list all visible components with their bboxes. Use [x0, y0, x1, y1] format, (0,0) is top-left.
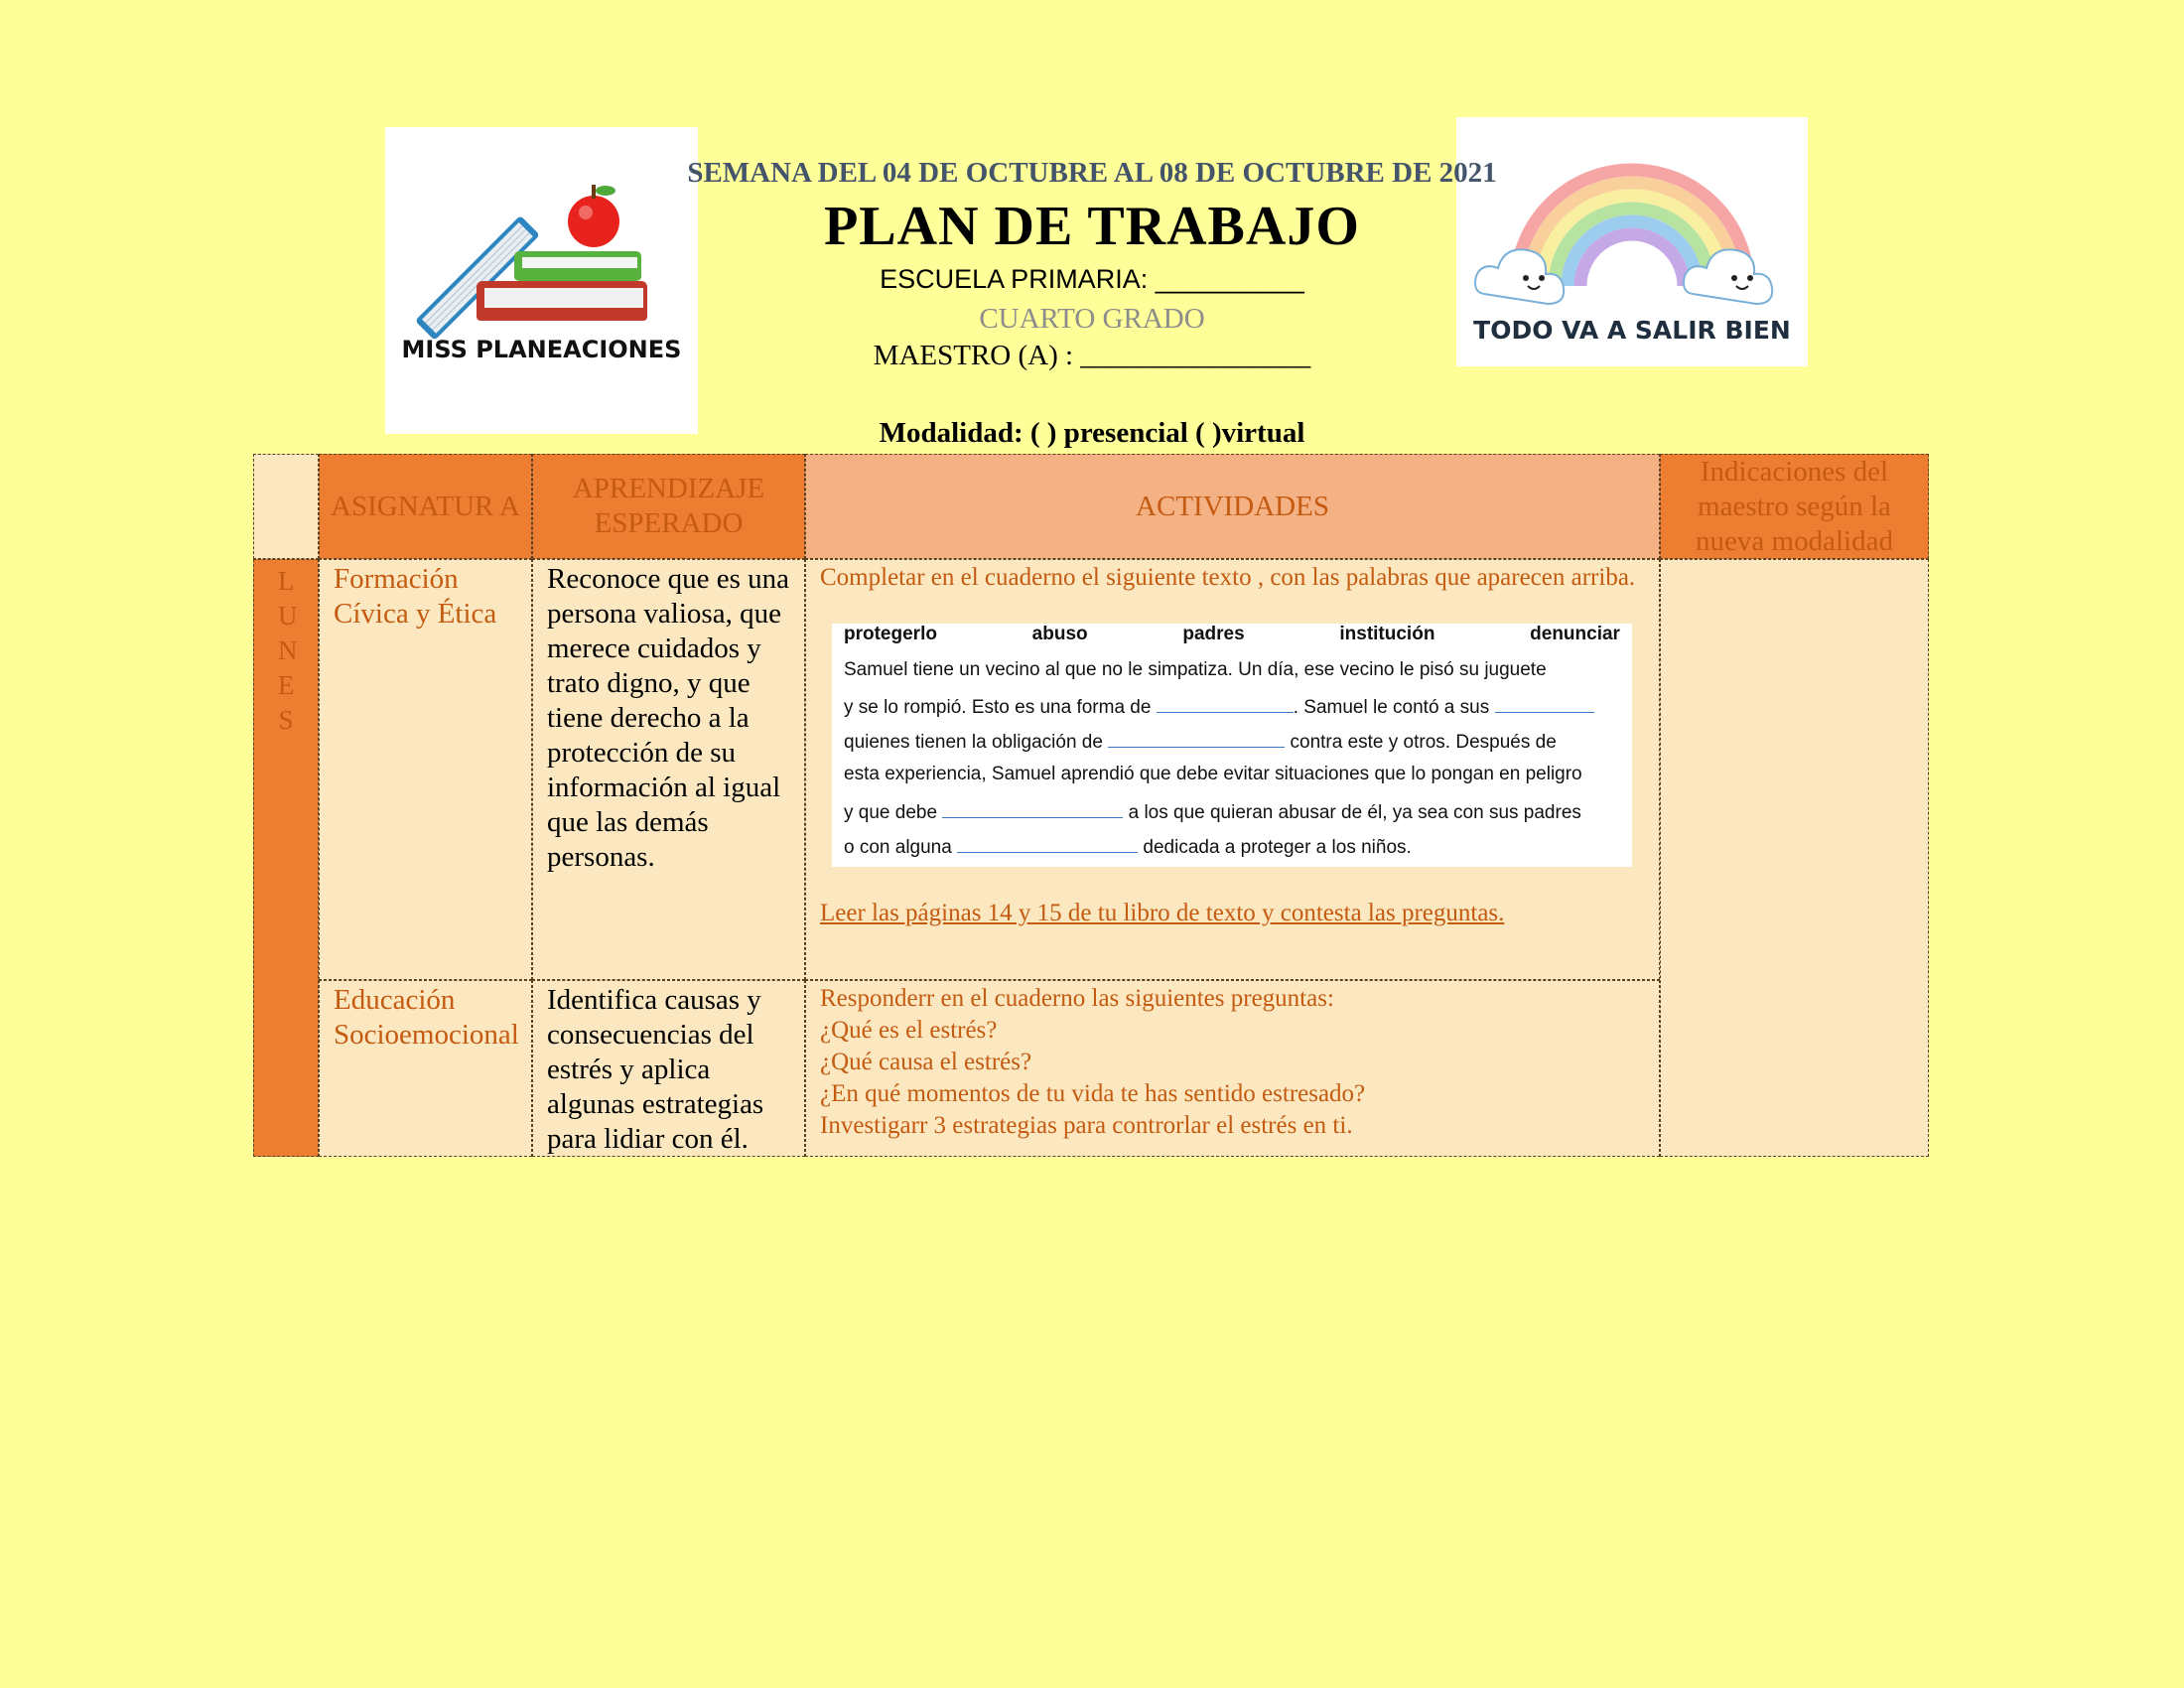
exercise-line [844, 834, 1620, 859]
day-cell [253, 559, 319, 1157]
row1-learning: Reconoce que es una persona valiosa, que merece cuidados y trato digno, y que tiene derecho a la protección de su información al igual que las demás personas. [547, 563, 789, 873]
row2-activity-line: Investigarr 3 estrategias para controrlar el estrés en ti. [820, 1112, 1353, 1139]
row2-subject-cell [319, 980, 532, 1157]
blank-field[interactable] [957, 834, 1138, 853]
exercise-text: esta experiencia, Samuel aprendió que debe evitar situaciones que lo pongan en peligro [844, 764, 1582, 784]
grade-label: CUARTO GRADO [979, 303, 1205, 335]
header-activities: ACTIVIDADES [1136, 490, 1329, 522]
header-learning: APRENDIZAJE ESPERADO [572, 473, 765, 539]
page-title: PLAN DE TRABAJO [824, 196, 1360, 257]
fill-in-exercise [832, 624, 1632, 867]
header-subject: ASIGNATUR A [331, 490, 520, 522]
week-range: SEMANA DEL 04 DE OCTUBRE AL 08 DE OCTUBRE DE 2021 [687, 157, 1497, 189]
exercise-text: contra este y otros. Después de [1290, 732, 1557, 753]
row2-learning-cell [532, 980, 805, 1157]
exercise-line [844, 799, 1620, 824]
exercise-text: Samuel tiene un vecino al que no le simpatiza. Un día, ese vecino le pisó su juguete [844, 659, 1547, 680]
exercise-text: y se lo rompió. Esto es una forma de [844, 697, 1152, 718]
exercise-text: o con alguna [844, 837, 952, 858]
corner-cell [253, 454, 319, 559]
school-field: ESCUELA PRIMARIA: __________ [880, 264, 1304, 294]
teacher-notes-cell [1660, 559, 1929, 1157]
word-bank-item: institución [1339, 624, 1435, 644]
exercise-text: a los que quieran abusar de él, ya sea con sus padres [1128, 802, 1581, 823]
blank-field[interactable] [1108, 729, 1285, 748]
exercise-text: quienes tienen la obligación de [844, 732, 1103, 753]
row1-subject-cell [319, 559, 532, 980]
header-subject-cell [319, 454, 532, 559]
row1-subject: Formación Cívica y Ética [334, 563, 497, 630]
exercise-line [844, 694, 1620, 719]
exercise-text: . Samuel le contó a sus [1293, 697, 1490, 718]
row2-activity-line: ¿Qué causa el estrés? [820, 1049, 1032, 1075]
row2-subject: Educación Socioemocional [334, 984, 519, 1051]
teacher-field: MAESTRO (A) : ________________ [873, 340, 1311, 371]
row2-activity-line: Responderr en el cuaderno las siguientes preguntas: [820, 985, 1334, 1012]
logo-right-text: TODO VA A SALIR BIEN [1473, 316, 1791, 345]
header-learning-cell [532, 454, 805, 559]
exercise-line [844, 659, 1620, 681]
row2-learning: Identifica causas y consecuencias del estrés y aplica algunas estrategias para lidiar con él. [547, 984, 764, 1155]
blank-field[interactable] [1157, 694, 1294, 713]
exercise-line [844, 729, 1620, 754]
word-bank-item: abuso [1031, 624, 1088, 644]
row2-activities [806, 981, 1659, 1142]
header-activities-cell [805, 454, 1660, 559]
row2-activity-line: ¿Qué es el estrés? [820, 1017, 998, 1044]
row1-activity-link[interactable]: Leer las páginas 14 y 15 de tu libro de texto y contesta las preguntas. [820, 900, 1505, 926]
blank-field[interactable] [1495, 694, 1594, 713]
day-label: LUNES [278, 566, 298, 735]
row1-learning-cell [532, 559, 805, 980]
word-bank [844, 624, 1620, 645]
exercise-text: dedicada a proteger a los niños. [1143, 837, 1412, 858]
word-bank-item: padres [1182, 624, 1245, 644]
header-teacher-notes: Indicaciones del maestro según la nueva modalidad [1696, 455, 1893, 557]
word-bank-item: denunciar [1530, 624, 1620, 644]
row1-activity-intro: Completar en el cuaderno el siguiente texto , con las palabras que aparecen arriba. [820, 564, 1636, 591]
header-teacher-notes-cell [1660, 454, 1929, 559]
row2-activity-line: ¿En qué momentos de tu vida te has sentido estresado? [820, 1080, 1366, 1107]
logo-left-text: MISS PLANEACIONES [401, 336, 682, 363]
row2-activities-cell [805, 980, 1660, 1157]
exercise-text: y que debe [844, 802, 938, 823]
exercise-line [844, 764, 1620, 785]
word-bank-item: protegerlo [844, 624, 937, 644]
blank-field[interactable] [942, 799, 1123, 818]
modality-line: Modalidad: ( ) presencial ( )virtual [879, 417, 1305, 449]
